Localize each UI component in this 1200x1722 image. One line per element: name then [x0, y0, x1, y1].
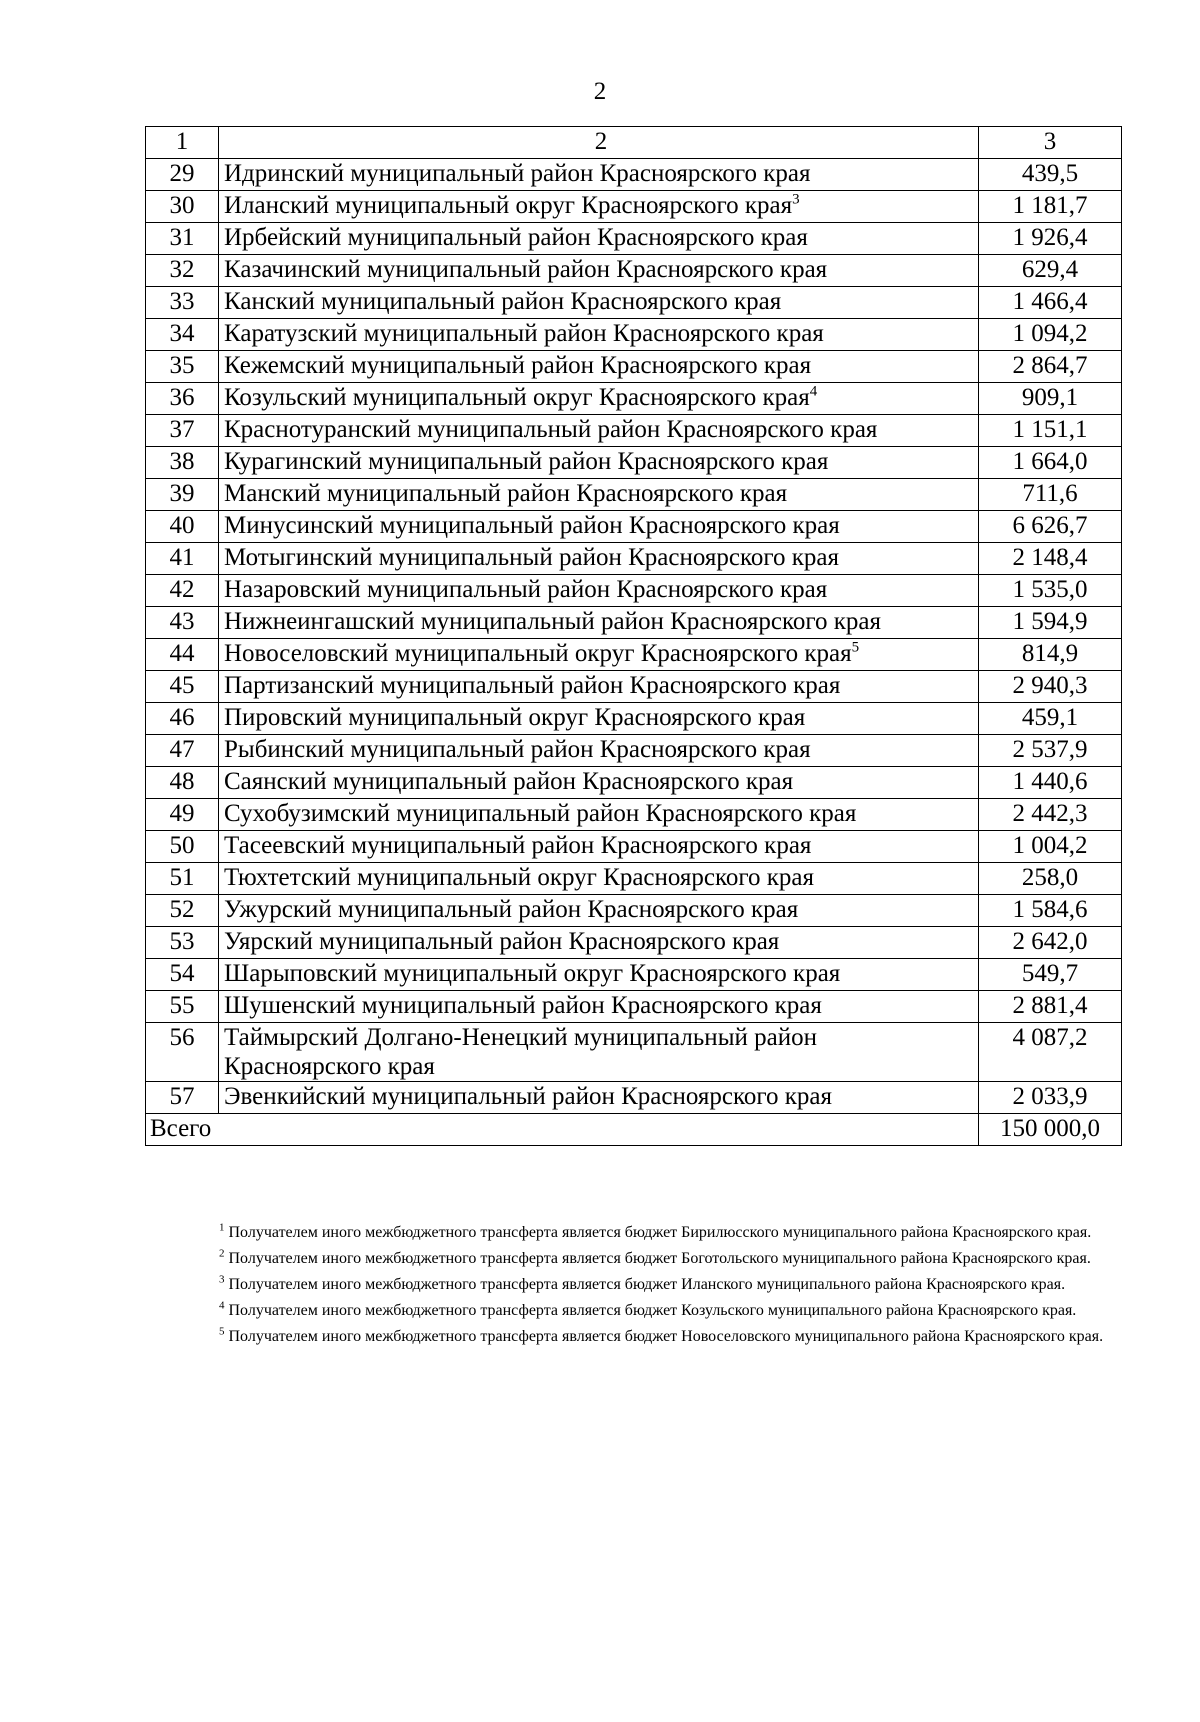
row-number: 46: [146, 703, 219, 735]
row-number: 37: [146, 415, 219, 447]
table-row: [146, 927, 1122, 959]
total-amount: 150 000,0: [979, 1114, 1122, 1146]
table-row: [146, 991, 1122, 1023]
municipality-name: [219, 639, 979, 671]
transfer-amount: 1 094,2: [979, 319, 1122, 351]
municipality-name: [219, 415, 979, 447]
table-row: [146, 703, 1122, 735]
footnote: [145, 1274, 1109, 1296]
municipality-name-text: Ирбейский муниципальный район Красноярского края: [224, 224, 808, 251]
footnote: [145, 1248, 1109, 1270]
table-row: [146, 383, 1122, 415]
municipality-name-text: Козульский муниципальный округ Красноярского края: [224, 384, 810, 411]
footnote-text: Получателем иного межбюджетного трансферта является бюджет Боготольского муниципального района Красноярского края.: [228, 1250, 1091, 1267]
table-row: [146, 863, 1122, 895]
footnote-mark: 5: [219, 1325, 225, 1338]
municipality-name: [219, 927, 979, 959]
municipality-name-text: Каратузский муниципальный район Красноярского края: [224, 320, 824, 347]
table-row: [146, 799, 1122, 831]
municipality-name-text: Казачинский муниципальный район Красноярского края: [224, 256, 828, 283]
table-row: [146, 479, 1122, 511]
row-number: 32: [146, 255, 219, 287]
municipality-name-text: Краснотуранский муниципальный район Красноярского края: [224, 416, 878, 443]
table-row: [146, 223, 1122, 255]
municipality-name: [219, 703, 979, 735]
transfer-amount: 629,4: [979, 255, 1122, 287]
transfer-amount: 1 535,0: [979, 575, 1122, 607]
municipality-name-text: Курагинский муниципальный район Красноярского края: [224, 448, 829, 475]
table-header-row: [146, 127, 1122, 159]
municipality-name: [219, 671, 979, 703]
municipality-name-text: Сухобузимский муниципальный район Красноярского края: [224, 800, 857, 827]
row-number: 55: [146, 991, 219, 1023]
row-number: 54: [146, 959, 219, 991]
table-row: [146, 959, 1122, 991]
transfer-amount: 1 181,7: [979, 191, 1122, 223]
municipality-name: [219, 991, 979, 1023]
municipality-name-text: Мотыгинский муниципальный район Красноярского края: [224, 544, 839, 571]
row-number: 42: [146, 575, 219, 607]
table-row: [146, 191, 1122, 223]
transfer-amount: 6 626,7: [979, 511, 1122, 543]
municipality-name-text: Канский муниципальный район Красноярского края: [224, 288, 782, 315]
row-number: 57: [146, 1082, 219, 1114]
transfer-amount: 2 442,3: [979, 799, 1122, 831]
municipality-name: [219, 767, 979, 799]
footnote-mark: 1: [219, 1221, 225, 1234]
municipality-name: [219, 479, 979, 511]
transfer-amount: 258,0: [979, 863, 1122, 895]
table-row: [146, 767, 1122, 799]
municipality-name-text: Иланский муниципальный округ Красноярского края: [224, 192, 793, 219]
municipality-name: [219, 191, 979, 223]
footnote-reference: 4: [809, 383, 818, 400]
municipality-name: [219, 383, 979, 415]
transfer-amount: 4 087,2: [979, 1023, 1122, 1082]
municipality-name: [219, 511, 979, 543]
municipality-name-text: Идринский муниципальный район Красноярского края: [224, 160, 811, 187]
row-number: 34: [146, 319, 219, 351]
row-number: 44: [146, 639, 219, 671]
transfer-amount: 814,9: [979, 639, 1122, 671]
header-col-2: 2: [219, 127, 979, 159]
municipality-name-text: Новоселовский муниципальный округ Красноярского края: [224, 640, 852, 667]
transfer-amount: 1 584,6: [979, 895, 1122, 927]
page-number: 2: [593, 78, 607, 105]
transfer-amount: 1 664,0: [979, 447, 1122, 479]
row-number: 51: [146, 863, 219, 895]
municipality-name-text: Шушенский муниципальный район Красноярского края: [224, 992, 822, 1019]
footnote: [145, 1326, 1109, 1348]
transfer-amount: 1 926,4: [979, 223, 1122, 255]
row-number: 50: [146, 831, 219, 863]
table-row: [146, 255, 1122, 287]
row-number: 36: [146, 383, 219, 415]
row-number: 49: [146, 799, 219, 831]
municipality-name-text: Кежемский муниципальный район Красноярского края: [224, 352, 812, 379]
transfer-amount: 909,1: [979, 383, 1122, 415]
municipality-name: [219, 159, 979, 191]
municipality-name-text: Ужурский муниципальный район Красноярского края: [224, 896, 799, 923]
total-label: Всего: [146, 1114, 979, 1146]
row-number: 47: [146, 735, 219, 767]
table-row: [146, 671, 1122, 703]
row-number: 31: [146, 223, 219, 255]
footnote-text: Получателем иного межбюджетного трансферта является бюджет Бирилюсского муниципального района Красноярского края.: [228, 1224, 1092, 1241]
table-row: [146, 511, 1122, 543]
footnotes: [145, 1222, 1109, 1352]
municipality-name: [219, 223, 979, 255]
footnote: [145, 1300, 1109, 1322]
municipality-name: [219, 319, 979, 351]
transfer-amount: 2 940,3: [979, 671, 1122, 703]
municipality-name: [219, 255, 979, 287]
municipality-name-text: Минусинский муниципальный район Красноярского края: [224, 512, 840, 539]
transfer-amount: 1 466,4: [979, 287, 1122, 319]
municipality-name-text: Уярский муниципальный район Красноярского края: [224, 928, 780, 955]
row-number: 40: [146, 511, 219, 543]
table-row: [146, 319, 1122, 351]
municipality-name: [219, 831, 979, 863]
transfer-amount: 2 864,7: [979, 351, 1122, 383]
municipality-name: [219, 543, 979, 575]
table-row: [146, 735, 1122, 767]
municipality-name-text: Пировский муниципальный округ Красноярского края: [224, 704, 806, 731]
municipality-name: Эвенкийский муниципальный район Красноярского края: [219, 1082, 979, 1114]
footnote-text: Получателем иного межбюджетного трансферта является бюджет Козульского муниципального района Красноярского края.: [228, 1302, 1077, 1319]
row-number: 45: [146, 671, 219, 703]
municipality-name-text: Тасеевский муниципальный район Красноярского края: [224, 832, 812, 859]
transfer-amount: 2 033,9: [979, 1082, 1122, 1114]
municipality-name: [219, 575, 979, 607]
municipality-name: [219, 735, 979, 767]
footnote-reference: 5: [851, 639, 860, 656]
footnote: [145, 1222, 1109, 1244]
municipality-name-text: Тюхтетский муниципальный округ Красноярского края: [224, 864, 815, 891]
header-col-1: 1: [146, 127, 219, 159]
table-row: [146, 831, 1122, 863]
table-row: [146, 159, 1122, 191]
municipality-name: [219, 607, 979, 639]
row-number: 30: [146, 191, 219, 223]
municipality-name-text: Саянский муниципальный район Красноярского края: [224, 768, 794, 795]
total-row: [146, 1114, 1122, 1146]
table-row: [146, 1023, 1122, 1082]
municipality-name-line-2: Красноярского края: [224, 1053, 435, 1080]
row-number: 43: [146, 607, 219, 639]
municipality-name-text: Рыбинский муниципальный район Красноярского края: [224, 736, 811, 763]
table-row: [146, 575, 1122, 607]
municipality-name: [219, 287, 979, 319]
municipality-name-text: Нижнеингашский муниципальный район Красноярского края: [224, 608, 881, 635]
municipality-name-line-1: Таймырский Долгано-Ненецкий муниципальный район: [224, 1024, 817, 1051]
municipality-name: [219, 799, 979, 831]
municipality-name: [219, 895, 979, 927]
footnote-text: Получателем иного межбюджетного трансферта является бюджет Новоселовского муниципального района Красноярского края.: [228, 1328, 1104, 1345]
municipality-name-text: Манский муниципальный район Красноярского края: [224, 480, 788, 507]
row-number: 52: [146, 895, 219, 927]
footnote-reference: 3: [792, 191, 800, 208]
transfer-amount: 711,6: [979, 479, 1122, 511]
row-number: 33: [146, 287, 219, 319]
table-row: [146, 287, 1122, 319]
table-row: [146, 543, 1122, 575]
transfer-amount: 1 440,6: [979, 767, 1122, 799]
header-col-3: 3: [979, 127, 1122, 159]
transfer-amount: 2 148,4: [979, 543, 1122, 575]
footnote-text: Получателем иного межбюджетного трансферта является бюджет Иланского муниципального района Красноярского края.: [228, 1276, 1066, 1293]
footnote-mark: 3: [219, 1273, 225, 1286]
table-row: [146, 1082, 1122, 1114]
table-row: [146, 639, 1122, 671]
municipality-name-text: Назаровский муниципальный район Красноярского края: [224, 576, 828, 603]
footnote-mark: 2: [219, 1247, 225, 1260]
municipality-name: [219, 863, 979, 895]
row-number: 35: [146, 351, 219, 383]
municipality-name: [219, 351, 979, 383]
transfer-amount: 549,7: [979, 959, 1122, 991]
municipality-name-text: Партизанский муниципальный район Красноярского края: [224, 672, 841, 699]
table-row: [146, 895, 1122, 927]
municipality-name-text: Шарыповский муниципальный округ Красноярского края: [224, 960, 841, 987]
transfer-amount: 1 151,1: [979, 415, 1122, 447]
footnote-mark: 4: [219, 1299, 225, 1312]
table-row: [146, 447, 1122, 479]
municipality-name: [219, 959, 979, 991]
row-number: 56: [146, 1023, 219, 1082]
row-number: 38: [146, 447, 219, 479]
row-number: 53: [146, 927, 219, 959]
row-number: 39: [146, 479, 219, 511]
table-row: [146, 351, 1122, 383]
transfer-amount: 1 594,9: [979, 607, 1122, 639]
transfer-amount: 1 004,2: [979, 831, 1122, 863]
transfer-amount: 2 537,9: [979, 735, 1122, 767]
transfer-amount: 439,5: [979, 159, 1122, 191]
municipality-name: [219, 447, 979, 479]
row-number: 29: [146, 159, 219, 191]
table-row: [146, 607, 1122, 639]
transfer-amount: 2 642,0: [979, 927, 1122, 959]
municipality-name: [219, 1023, 979, 1082]
row-number: 41: [146, 543, 219, 575]
table-row: [146, 415, 1122, 447]
transfer-table: [145, 126, 1122, 1146]
transfer-amount: 2 881,4: [979, 991, 1122, 1023]
row-number: 48: [146, 767, 219, 799]
transfer-amount: 459,1: [979, 703, 1122, 735]
